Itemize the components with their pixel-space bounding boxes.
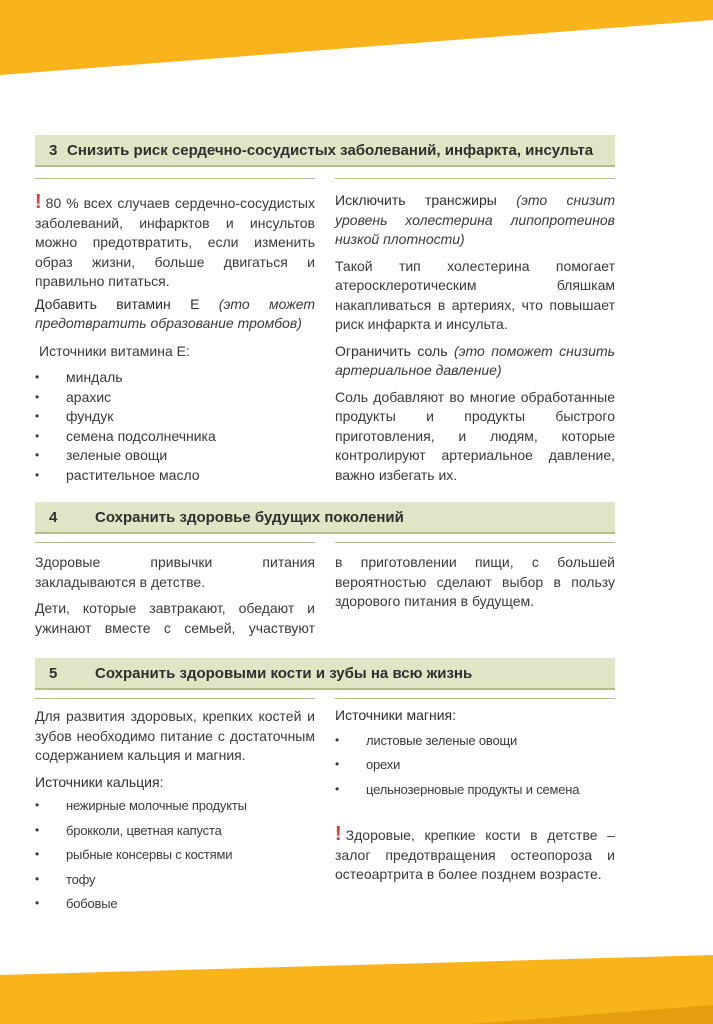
trans-note: (это снизит уровень холестерина липопротеинов низкой плотности) bbox=[335, 192, 615, 247]
list-item: • брокколи, цветная капуста bbox=[35, 821, 315, 841]
list-item: • фундук bbox=[35, 407, 315, 427]
divider bbox=[35, 542, 315, 543]
section-4-left-column bbox=[35, 553, 315, 638]
note-paragraph: ! Здоровые, крепкие кости в детстве – залог предотвращения остеопороза и остеоартрита в более позднем возрасте. bbox=[335, 823, 615, 882]
calcium-sources-label: Источники кальция: bbox=[35, 773, 164, 790]
list-item: • цельнозерновые продукты и семена bbox=[335, 780, 615, 800]
section-5-left-column bbox=[35, 707, 315, 914]
section-number: 3 bbox=[49, 141, 58, 159]
salt-text: Соль добавляют во многие обработанные продукты и продукты быстрого приготовления, и людям, которые контролируют артериальное давление, важно избегать их. bbox=[335, 388, 615, 483]
section-title: Сохранить здоровье будущих поколений bbox=[95, 508, 404, 526]
trans-paragraph bbox=[335, 191, 615, 250]
list-item: • листовые зеленые овощи bbox=[335, 731, 615, 751]
divider bbox=[335, 178, 615, 179]
salt-note: (это поможет снизить артериальное давление) bbox=[335, 342, 615, 378]
section-number: 5 bbox=[49, 664, 58, 682]
divider bbox=[335, 542, 615, 543]
intro-paragraph: Для развития здоровых, крепких костей и зубов необходимо питание с достаточным содержанием кальция и магния. bbox=[35, 708, 315, 763]
divider bbox=[35, 178, 315, 179]
list-item: • миндаль bbox=[35, 368, 315, 388]
magnesium-sources-list bbox=[335, 731, 615, 800]
section-4-header bbox=[35, 502, 615, 534]
divider bbox=[35, 698, 315, 699]
section-title: Снизить риск сердечно-сосудистых заболеваний, инфаркта, инсульта bbox=[67, 141, 594, 159]
list-item: • арахис bbox=[35, 388, 315, 408]
vitamin-heading: Добавить витамин Е bbox=[35, 295, 200, 312]
list-item: • рыбные консервы с костями bbox=[35, 845, 315, 865]
intro-paragraph: ! 80 % всех случаев сердечно-сосудистых заболеваний, инфарктов и инсультов можно предотвратить, если изменить образ жизни, больше двигаться и правильно питаться. bbox=[35, 191, 315, 289]
section-5-header bbox=[35, 658, 615, 690]
divider bbox=[335, 698, 615, 699]
salt-heading: Ограничить соль bbox=[335, 342, 448, 359]
list-item: • растительное масло bbox=[35, 466, 315, 486]
list-item: • семена подсолнечника bbox=[35, 427, 315, 447]
exclamation-icon: ! bbox=[335, 823, 342, 845]
salt-paragraph bbox=[335, 342, 615, 381]
section-number: 4 bbox=[49, 508, 58, 526]
list-item: • зеленые овощи bbox=[35, 446, 315, 466]
list-item: • орехи bbox=[335, 755, 615, 775]
section-title: Сохранить здоровыми кости и зубы на всю жизнь bbox=[95, 664, 473, 682]
magnesium-sources-label: Источники магния: bbox=[335, 707, 457, 723]
vitamin-paragraph bbox=[35, 295, 315, 334]
vitamin-note: (это может предотвратить образование тромбов) bbox=[35, 295, 315, 331]
section-4-right-column bbox=[335, 553, 615, 612]
list-item: • бобовые bbox=[35, 894, 315, 914]
section-3-right-column bbox=[335, 191, 615, 485]
calcium-sources-list bbox=[35, 796, 315, 914]
vitamin-sources-label: Источники витамина Е: bbox=[39, 342, 190, 359]
trans-heading: Исключить трансжиры bbox=[335, 192, 497, 208]
section-3-header bbox=[35, 135, 615, 167]
paragraph: Дети, которые завтракают, обедают и ужинают вместе с семьей, участвуют bbox=[35, 600, 315, 636]
list-item: • тофу bbox=[35, 870, 315, 890]
exclamation-icon: ! bbox=[35, 191, 42, 213]
section-3-left-column bbox=[35, 193, 315, 485]
vitamin-sources-list bbox=[35, 368, 315, 485]
paragraph: в приготовлении пищи, с большей вероятностью сделают выбор в пользу здорового питания в будущем. bbox=[335, 554, 615, 609]
section-5-right-column bbox=[335, 706, 615, 885]
trans-text: Такой тип холестерина помогает атеросклеротическим бляшкам накапливаться в артериях, что повышает риск инфаркта и инсульта. bbox=[335, 257, 615, 332]
paragraph: Здоровые привычки питания закладываются в детстве. bbox=[35, 554, 315, 590]
list-item: • нежирные молочные продукты bbox=[35, 796, 315, 816]
